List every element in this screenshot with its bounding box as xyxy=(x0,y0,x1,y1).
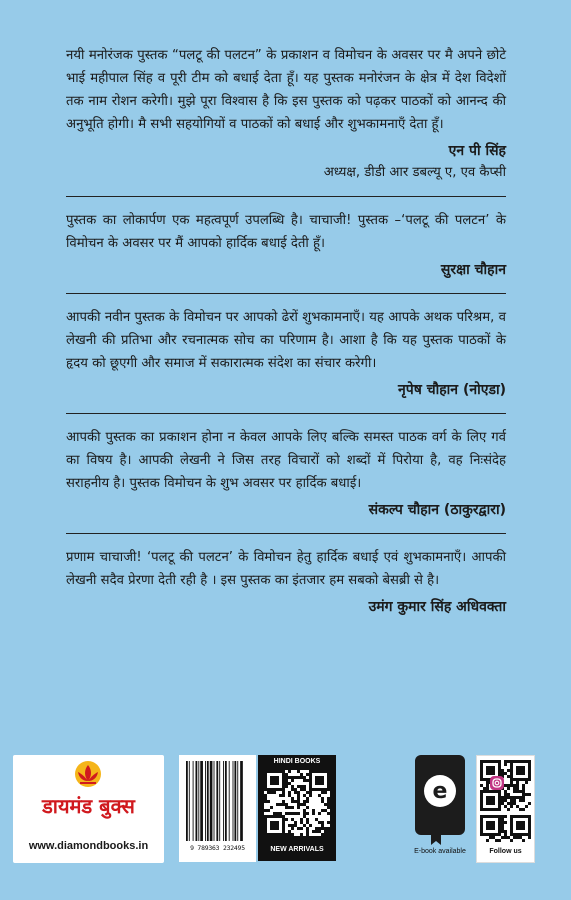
divider xyxy=(66,196,506,197)
qr-code-icon xyxy=(480,760,531,811)
endorsement-text-2: पुस्तक का लोकार्पण एक महत्वपूर्ण उपलब्धि है। चाचाजी! पुस्तक –‘पलटू की पलटन’ के विमोचन के अवसर पर मैं आपको हार्दिक बधाई देती हूँ। xyxy=(66,213,506,251)
endorsement-text-1: नयी मनोरंजक पुस्तक “पलटू की पलटन” के प्रकाशन व विमोचन के अवसर पर मै अपने छोटे भाई महीपाल सिंह व पूरी टीम को बधाई देता हूँ। यह पुस्तक मनोरंजन के क्षेत्र में देश विदेशों तक नाम रोशन करेगी। मुझे पूरा विश्वास है कि इस पुस्तक को पढ़कर पाठकों को आनन्द की अनुभूति होगी। मै सभी सहयोगियों व पाठकों को बधाई और शुभकामनाएँ देता हूँ। xyxy=(66,48,506,132)
publisher-website[interactable]: www.diamondbooks.in xyxy=(28,840,149,852)
follow-us-card[interactable] xyxy=(476,755,535,863)
endorsement-text-3: आपकी नवीन पुस्तक के विमोचन पर आपको ढेरों शुभकामनाएँ। यह आपके अथक परिश्रम, व लेखनी की प्रतिभा और रचनात्मक सोच का परिणाम है। आशा है कि यह पुस्तक पाठकों के हृदय को छूएगी और समाज में सकारात्मक संदेश का संचार करेगी। xyxy=(66,310,506,371)
endorser-name-2: सुरक्षा चौहान xyxy=(440,262,506,278)
endorser-designation-1: अध्यक्ष, डीडी आर डबल्यू ए, एव कैप्सी xyxy=(323,165,506,180)
endorser-name-1: एन पी सिंह xyxy=(448,143,506,159)
endorser-name-3: नृपेष चौहान (नोएडा) xyxy=(398,382,506,398)
qr-code-icon xyxy=(264,770,330,836)
endorsement-text-5: प्रणाम चाचाजी! ‘पलटू की पलटन’ के विमोचन हेतु हार्दिक बधाई एवं शुभकामनाएँ। आपकी लेखनी सदैव प्रेरणा देती रही है । इस पुस्तक का इंतजार हम सबको बेसब्री से है। xyxy=(66,550,506,588)
isbn-barcode xyxy=(179,755,256,862)
follow-us-label: Follow us xyxy=(489,848,522,855)
hindi-books-qr-card[interactable] xyxy=(258,755,336,861)
endorsement-text-4: आपकी पुस्तक का प्रकाशन होना न केवल आपके लिए बल्कि समस्त पाठक वर्ग के लिए गर्व का विषय है। आपकी लेखनी ने जिस तरह विचारों को शब्दों में पिरोया है, वह निःसंदेह सराहनीय है। पुस्तक विमोचन के शुभ अवसर पर हार्दिक बधाई। xyxy=(66,430,506,491)
svg-text:e: e xyxy=(432,779,448,804)
ebook-icon[interactable] xyxy=(413,755,467,845)
divider xyxy=(66,293,506,294)
footer-strip xyxy=(0,745,571,900)
new-arrivals-label: NEW ARRIVALS xyxy=(270,846,324,853)
publisher-name: डायमंड बुक्स xyxy=(42,794,135,818)
barcode-icon xyxy=(185,761,250,843)
divider xyxy=(66,533,506,534)
instagram-icon xyxy=(490,776,504,790)
ebook-available-label: E-book available xyxy=(414,848,466,855)
divider xyxy=(66,413,506,414)
qr-code-icon xyxy=(480,815,531,843)
publisher-logo xyxy=(13,755,164,863)
hindi-books-label: HINDI BOOKS xyxy=(273,758,321,765)
endorser-name-4: संकल्प चौहान (ठाकुरद्वारा) xyxy=(368,502,506,518)
lotus-icon xyxy=(71,760,105,788)
isbn-number: 9 789363 232495 xyxy=(190,844,245,852)
endorsements xyxy=(66,44,506,618)
endorser-name-5: उमंग कुमार सिंह अधिवक्ता xyxy=(368,599,506,615)
